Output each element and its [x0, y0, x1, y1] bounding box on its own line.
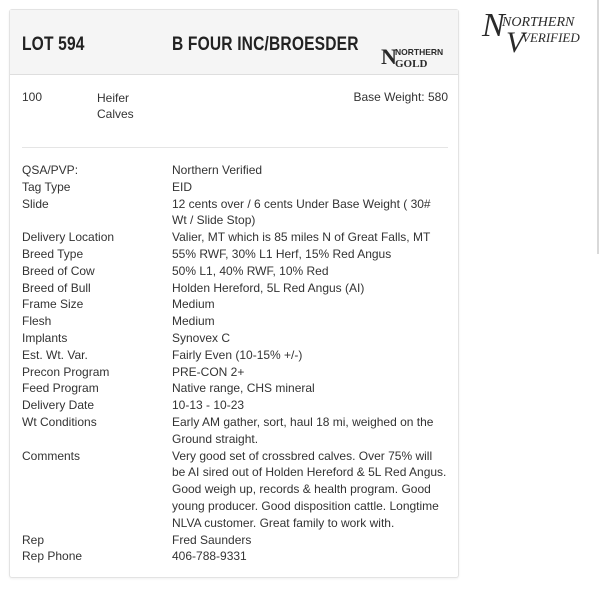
detail-value: 50% L1, 40% RWF, 10% Red [172, 263, 329, 278]
lot-details [22, 162, 447, 565]
detail-label: Delivery Date [22, 398, 95, 413]
detail-label: Est. Wt. Var. [22, 347, 88, 362]
detail-label: Delivery Location [22, 230, 115, 245]
detail-value: Holden Hereford, 5L Red Angus (AI) [172, 280, 365, 295]
detail-row [22, 380, 447, 397]
detail-label: Breed of Cow [22, 263, 95, 278]
detail-value: Synovex C [172, 330, 231, 345]
detail-label: Implants [22, 330, 68, 345]
detail-label: Comments [22, 448, 81, 463]
detail-row [22, 229, 447, 246]
logo-line1: NORTHERN [395, 47, 444, 57]
detail-row [22, 448, 447, 532]
logo-line2: GOLD [395, 58, 428, 70]
detail-value: EID [172, 179, 193, 194]
detail-value: 12 cents over / 6 cents Under Base Weight ( 30# Wt / Slide Stop) [172, 196, 431, 228]
detail-row [22, 179, 447, 196]
detail-value: PRE-CON 2+ [172, 364, 245, 379]
logo-big-n: N [482, 7, 505, 44]
detail-label: Tag Type [22, 179, 71, 194]
detail-label: Flesh [22, 314, 52, 329]
lot-seller: B FOUR INC/BROESDER [172, 34, 359, 55]
detail-row [22, 347, 447, 364]
detail-value: Valier, MT which is 85 miles N of Great Falls, MT [172, 230, 431, 245]
detail-value: Fairly Even (10-15% +/-) [172, 347, 303, 362]
logo-northern-text: NORTHERN [502, 15, 575, 30]
detail-row [22, 313, 447, 330]
detail-row [22, 263, 447, 280]
detail-row [22, 532, 447, 549]
lot-summary [10, 74, 458, 158]
detail-label: Precon Program [22, 364, 110, 379]
head-count: 100 [22, 90, 43, 104]
logo-verified-text: VERIFIED [522, 30, 580, 45]
logo-big-v: V [506, 26, 525, 56]
detail-value: Early AM gather, sort, haul 18 mi, weighed on the Ground straight. [172, 414, 434, 446]
detail-row [22, 548, 447, 565]
northern-gold-logo [379, 44, 447, 72]
detail-value: 55% RWF, 30% L1 Herf, 15% Red Angus [172, 246, 392, 261]
page-edge [597, 0, 599, 254]
detail-label: Breed Type [22, 246, 84, 261]
detail-label: QSA/PVP: [22, 163, 79, 177]
lot-card [9, 9, 459, 578]
logo-letter-n: N [381, 44, 397, 69]
detail-value: Very good set of crossbred calves. Over 75% will be AI sired out of Holden Hereford & 5L Red Angus. Good weigh up, records & health program. Good young producer. Good disposition cattle. Longtime NLVA customer. Great family to work with. [172, 448, 447, 530]
lot-number: LOT 594 [22, 34, 85, 55]
northern-verified-logo [480, 6, 592, 56]
detail-label: Rep Phone [22, 549, 83, 564]
detail-row [22, 364, 447, 381]
detail-label: Slide [22, 196, 49, 211]
detail-row [22, 414, 447, 448]
detail-row [22, 246, 447, 263]
detail-row [22, 196, 447, 230]
detail-row [22, 330, 447, 347]
detail-label: Feed Program [22, 381, 99, 396]
section-divider [22, 147, 448, 148]
detail-value: Medium [172, 314, 215, 329]
detail-row [22, 296, 447, 313]
detail-value: Northern Verified [172, 163, 263, 177]
detail-row [22, 397, 447, 414]
cattle-description: Heifer Calves [97, 91, 134, 121]
detail-row [22, 162, 447, 179]
detail-label: Wt Conditions [22, 414, 97, 429]
detail-label: Frame Size [22, 297, 84, 312]
detail-value: Fred Saunders [172, 532, 252, 547]
detail-value: 10-13 - 10-23 [172, 398, 245, 413]
detail-value: Medium [172, 297, 215, 312]
base-weight: Base Weight: 580 [353, 90, 448, 104]
detail-label: Breed of Bull [22, 280, 91, 295]
detail-value: Native range, CHS mineral [172, 381, 315, 396]
detail-value: 406-788-9331 [172, 549, 247, 564]
detail-label: Rep [22, 532, 45, 547]
detail-row [22, 280, 447, 297]
